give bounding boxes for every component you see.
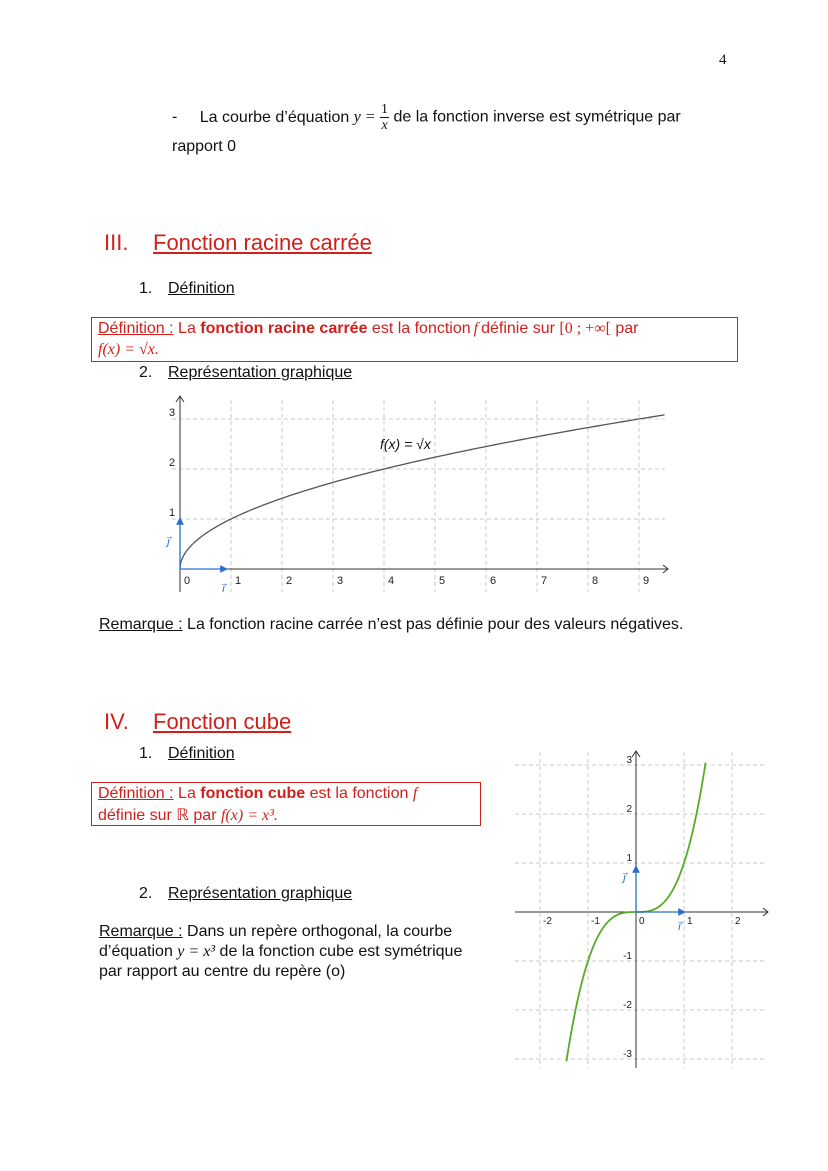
cube-chart <box>510 746 775 1072</box>
cube-y-tick-label: -2 <box>623 1000 632 1011</box>
cube-grid <box>515 752 765 1068</box>
cube-definition-post: est la fonction <box>309 785 409 802</box>
cube-ticks <box>543 755 741 1060</box>
definition-formula-sqrt: f(x) = √x. <box>98 341 159 358</box>
definition-interval: [0 ; +∞[ <box>559 320 611 337</box>
cube-j-label: j⃗ <box>623 872 627 884</box>
definition-cube-line-2 <box>98 805 278 825</box>
sqrt-x-tick-label: 5 <box>439 575 446 587</box>
cube-y-tick-label: 3 <box>626 755 632 766</box>
sqrt-annotation: f(x) = √x <box>380 436 431 452</box>
section-4-title: Fonction cube <box>153 709 292 734</box>
sqrt-remark-label: Remarque : <box>99 616 183 633</box>
section-4-sub2-title: Représentation graphique <box>168 885 353 902</box>
cube-y-tick-label: -3 <box>623 1049 632 1060</box>
cube-x-tick-label: 1 <box>687 916 693 927</box>
sqrt-x-tick-label: 9 <box>643 575 650 587</box>
cube-y-tick-label: 1 <box>626 853 632 864</box>
cube-definition-f: f <box>412 785 418 802</box>
intro-text-before: La courbe d’équation <box>199 108 350 126</box>
sqrt-chart <box>150 392 675 600</box>
fraction-denominator: x <box>381 118 388 133</box>
intro-line <box>172 102 681 133</box>
section-3-numeral: III. <box>104 230 129 255</box>
sqrt-x-tick-label: 3 <box>337 575 344 587</box>
sqrt-y-tick-label: 3 <box>169 407 176 419</box>
intro-eq-lhs: y = <box>353 108 376 126</box>
page-number: 4 <box>719 52 727 68</box>
cube-y-tick-label: -1 <box>623 951 632 962</box>
cube-remark-line-3: par rapport au centre du repère (o) <box>99 963 346 980</box>
section-3-sub2-number: 2. <box>139 364 153 381</box>
sqrt-x-tick-label: 1 <box>235 575 242 587</box>
cube-definition-pre: La <box>178 785 196 802</box>
sqrt-x-tick-label: 7 <box>541 575 548 587</box>
definition-f: f <box>473 320 479 337</box>
section-3-sub2-title: Représentation graphique <box>168 364 353 381</box>
section-4-sub1-number: 1. <box>139 745 153 762</box>
cube-remark-label: Remarque : <box>99 923 183 940</box>
cube-x-tick-label: -1 <box>591 916 600 927</box>
definition-post: est la fonction <box>371 320 471 337</box>
cube-x-tick-label: 0 <box>639 916 645 927</box>
cube-remark-l2-pre: d’équation <box>99 943 173 960</box>
section-4-sub1-title: Définition <box>168 745 235 762</box>
cube-y-tick-label: 2 <box>626 804 632 815</box>
definition-mid: définie sur <box>481 320 555 337</box>
definition-sqrt-line-1 <box>98 320 639 338</box>
definition-par: par <box>615 320 639 337</box>
sqrt-grid <box>172 400 665 592</box>
cube-remark-l2-post: de la fonction cube est symétrique <box>219 943 463 960</box>
sqrt-j-label: j⃗ <box>167 536 171 548</box>
fraction-numerator: 1 <box>381 102 389 117</box>
cube-x-tick-label: -2 <box>543 916 552 927</box>
intro-text-after: de la fonction inverse est symétrique par <box>393 108 681 126</box>
section-3-sub1-title: Définition <box>168 280 235 297</box>
cube-remark-eq: y = x³ <box>177 943 216 960</box>
section-3-title: Fonction racine carrée <box>153 230 372 255</box>
cube-remark-line-2 <box>99 943 462 961</box>
definition-term: fonction racine carrée <box>200 320 368 337</box>
cube-definition-domain-pre: définie sur <box>98 807 172 824</box>
section-4-sub2-number: 2. <box>139 885 153 902</box>
cube-x-tick-label: 2 <box>735 916 741 927</box>
cube-i-label: i⃗ <box>678 921 682 933</box>
sqrt-remark <box>99 616 683 634</box>
definition-pre: La <box>178 320 196 337</box>
definition-cube-line-1 <box>98 785 417 803</box>
sqrt-x-tick-label: 6 <box>490 575 497 587</box>
cube-remark-line-1 <box>99 923 452 941</box>
intro-line-2: rapport 0 <box>172 138 237 155</box>
sqrt-x-tick-label: 4 <box>388 575 395 587</box>
section-3-sub1-number: 1. <box>139 280 153 297</box>
section-4-numeral: IV. <box>104 709 129 734</box>
sqrt-ticks <box>169 407 649 587</box>
sqrt-remark-text: La fonction racine carrée n’est pas définie pour des valeurs négatives. <box>187 616 684 633</box>
sqrt-y-tick-label: 1 <box>169 507 176 519</box>
sqrt-y-tick-label: 2 <box>169 457 176 469</box>
cube-definition-label: Définition : <box>98 785 174 802</box>
sqrt-i-label: i⃗ <box>222 583 226 595</box>
cube-definition-formula: f(x) = x³. <box>220 807 278 824</box>
sqrt-x-tick-label: 8 <box>592 575 599 587</box>
sqrt-x-tick-label: 0 <box>184 575 191 587</box>
intro-fraction <box>380 102 389 133</box>
cube-definition-term: fonction cube <box>200 785 306 802</box>
cube-definition-par: par <box>193 807 217 824</box>
cube-definition-R: ℝ <box>176 807 189 824</box>
cube-remark-l1: Dans un repère orthogonal, la courbe <box>187 923 453 940</box>
definition-label: Définition : <box>98 320 174 337</box>
intro-dash: - <box>172 108 178 126</box>
sqrt-x-tick-label: 2 <box>286 575 293 587</box>
